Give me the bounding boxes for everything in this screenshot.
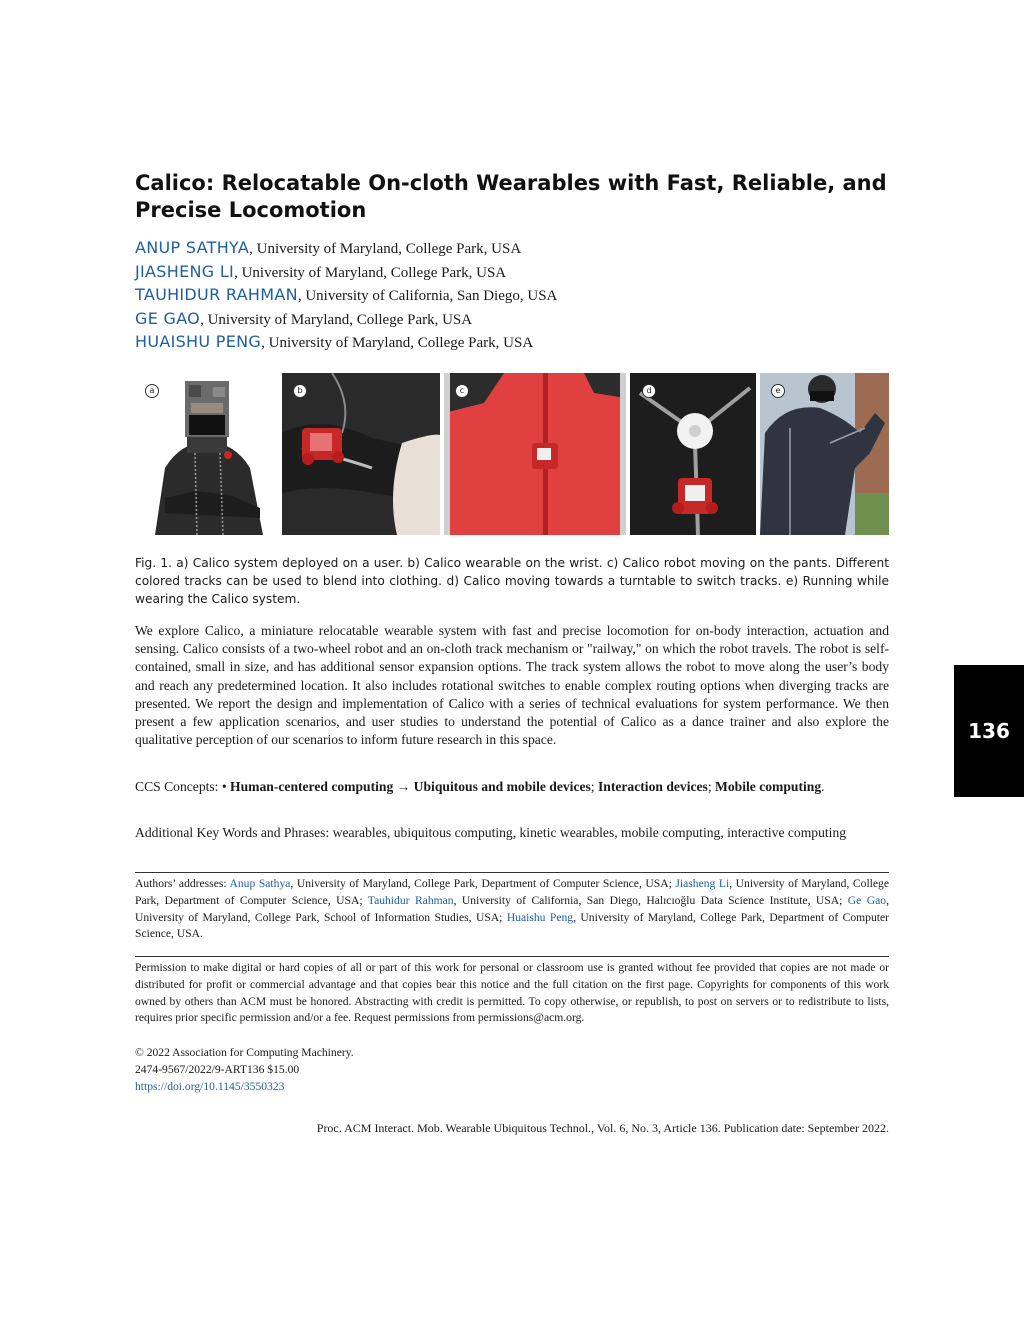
author-name[interactable]: TAUHIDUR RAHMAN [135, 285, 298, 304]
author-affiliation: , University of Maryland, College Park, USA [234, 264, 507, 281]
author-entry [135, 236, 889, 260]
author-entry [135, 260, 889, 284]
footnote-divider [135, 956, 889, 957]
panel-label: d [642, 384, 656, 398]
author-link[interactable]: Jiasheng Li [675, 877, 730, 890]
author-link[interactable]: Tauhidur Rahman [367, 893, 454, 907]
wrist-photo-illustration [282, 373, 440, 535]
authors-addresses [135, 876, 889, 943]
author-link[interactable]: Ge Gao [847, 893, 887, 907]
ccs-term: Human-centered computing → Ubiquitous and mobile devices [230, 779, 591, 794]
permission-notice: Permission to make digital or hard copies of all or part of this work for personal or classroom use is granted without fee provided that copies are not made or distributed for profit or commercial advantage and that copies bear this notice and the full citation on the first page. Copyrights for components of this work owned by others than ACM must be honored. Abstracting with credit is permitted. To copy otherwise, or republish, to post on servers or to redistribute to lists, requires prior specific permission and/or a fee. Request permissions from permissions@acm.org. [135, 961, 889, 1025]
ccs-separator: ; [590, 779, 598, 794]
author-name[interactable]: ANUP SATHYA [135, 238, 250, 257]
keywords: Additional Key Words and Phrases: wearables, ubiquitous computing, kinetic wearables, mobile computing, interactive computing [135, 825, 847, 840]
author-affiliation: , University of Maryland, College Park, USA [261, 335, 534, 351]
panel-label: e [771, 384, 785, 398]
copyright-line: © 2022 Association for Computing Machinery. [135, 1046, 354, 1059]
article-number-tab: 136 [954, 665, 1024, 797]
abstract: We explore Calico, a miniature relocatable wearable system with fast and precise locomotion for on-body interaction, actuation and sensing. Calico consists of a two-wheel robot and an on-cloth track mechanism or "railway," on which the robot travels. The robot is self-contained, small in size, and has additional sensor expansion options. The track system allows the robot to move along the user’s body and reach any predetermined location. It also includes rotational switches to enable complex routing options when diverging tracks are presented. We report the design and implementation of Calico with a series of technical evaluations for system performance. We then present a few application scenarios, and user studies to understand the potential of Calico as a dance trainer and also explore the qualitative perception of our scenarios to inform future research in this space. [135, 623, 889, 748]
author-entry [135, 307, 889, 331]
ccs-term: Mobile computing [715, 779, 822, 794]
author-affiliation: , University of Maryland, College Park, USA [200, 311, 473, 328]
figure-1 [135, 373, 889, 535]
author-entry [135, 283, 889, 307]
figure-panel-d [630, 373, 756, 535]
panel-label: b [293, 384, 307, 398]
author-name[interactable]: GE GAO [135, 308, 201, 328]
address-text: , University of Maryland, College Park, Department of Computer Science, USA; [135, 877, 889, 907]
ccs-concepts [135, 778, 889, 796]
author-affiliation: , University of California, San Diego, USA [297, 288, 558, 304]
ccs-separator: ; [707, 779, 716, 794]
footnote-divider [135, 872, 889, 873]
author-name[interactable]: JIASHENG LI [135, 261, 235, 281]
author-name[interactable]: HUAISHU PENG [135, 332, 262, 351]
doi-link[interactable]: https://doi.org/10.1145/3550323 [135, 1080, 285, 1093]
author-affiliation: , University of Maryland, College Park, USA [249, 241, 522, 257]
address-text: , University of California, San Diego, Halıcıoğlu Data Science Institute, USA; [453, 893, 848, 907]
ccs-prefix: CCS Concepts: • [135, 779, 231, 794]
author-link[interactable]: Huaishu Peng [506, 910, 574, 924]
paper-title: Calico: Relocatable On-cloth Wearables with Fast, Reliable, and Precise Locomotion [135, 171, 887, 222]
author-link[interactable]: Anup Sathya [229, 877, 291, 890]
panel-label: c [455, 384, 469, 398]
address-text: , University of Maryland, College Park, School of Information Studies, USA; [135, 893, 889, 924]
address-text: , University of Maryland, College Park, Department of Computer Science, USA; [290, 877, 676, 890]
figure-panel-e [760, 373, 889, 535]
panel-label: a [145, 384, 159, 398]
figure-panel-a [135, 373, 279, 535]
running-footer: Proc. ACM Interact. Mob. Wearable Ubiquitous Technol., Vol. 6, No. 3, Article 136. Publication date: September 2022. [316, 1121, 889, 1135]
author-entry [135, 330, 889, 354]
person-photo-illustration [135, 373, 279, 535]
figure-panel-c [444, 373, 626, 535]
issn-line: 2474-9567/2022/9-ART136 $15.00 [135, 1063, 300, 1076]
address-text: Authors’ addresses: [135, 877, 230, 890]
address-text: , University of Maryland, College Park, Department of Computer Science, USA. [135, 910, 889, 941]
ccs-term: Interaction devices [597, 779, 708, 794]
ccs-suffix: . [821, 779, 825, 794]
pants-photo-illustration [444, 373, 626, 535]
author-list [135, 236, 889, 354]
figure-panel-b [282, 373, 440, 535]
figure-caption: Fig. 1. a) Calico system deployed on a user. b) Calico wearable on the wrist. c) Calico robot moving on the pants. Different colored tracks can be used to blend into clothing. d) Calico moving towards a turntable to switch tracks. e) Running while wearing the Calico system. [135, 556, 889, 606]
